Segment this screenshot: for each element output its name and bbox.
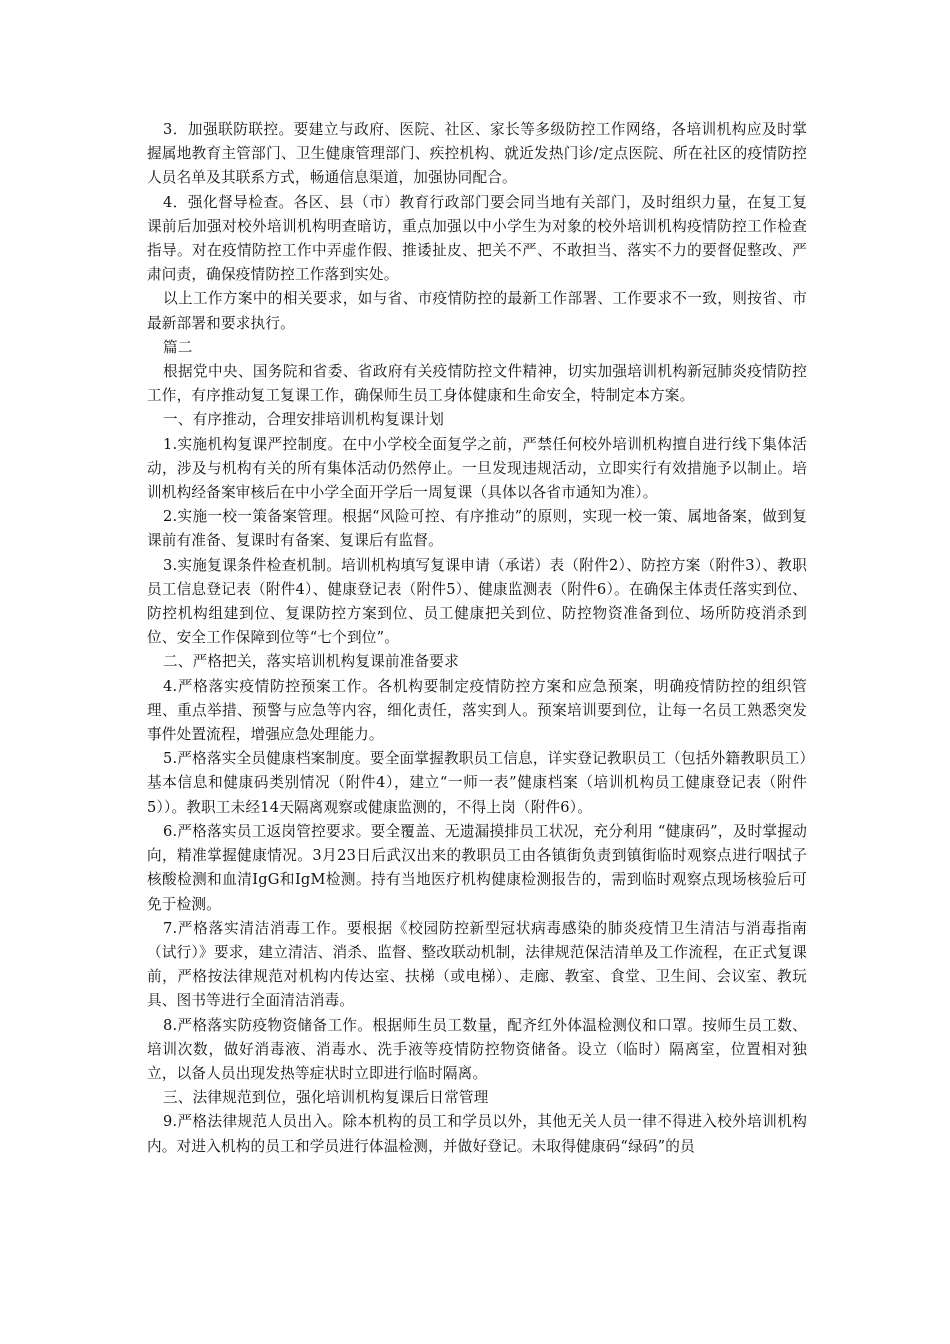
paragraph-item-5: 5.严格落实全员健康档案制度。要全面掌握教职员工信息，详实登记教职员工（包括外籍教职员工）基本信息和健康码类别情况（附件4），建立“一师一表”健康档案（培训机构员工健康登记表（附件5））。教职工未经14天隔离观察或健康监测的，不得上岗（附件6）。: [147, 750, 807, 816]
paragraph-item-2: 2.实施一校一策备案管理。根据“风险可控、有序推动”的原则，实现一校一策、属地备案，做到复课前有准备、复课时有备案、复课后有监督。: [147, 508, 807, 550]
paragraph-item-3: 3.实施复课条件检查机制。培训机构填写复课申请（承诺）表（附件2）、防控方案（附件3）、教职员工信息登记表（附件4）、健康登记表（附件5）、健康监测表（附件6）。在确保主体责任落实到位、防控机构组建到位、复课防控方案到位、员工健康把关到位、防控物资准备到位、场所防疫消杀到位、安全工作保障到位等“七个到位”。: [147, 556, 807, 647]
heading-section-3: 三、法律规范到位，强化培训机构复课后日常管理: [163, 1089, 489, 1107]
paragraph-item-6: 6.严格落实员工返岗管控要求。要全覆盖、无遗漏摸排员工状况，充分利用 “健康码”，及时掌握动向，精准掌握健康情况。3月23日后武汉出来的教职员工由各镇街负责到镇街临时观察点进行咽拭子核酸检测和血清IgG和IgM检测。持有当地医疗机构健康检测报告的，需到临时观察点现场核验后可免于检测。: [147, 822, 807, 913]
paragraph-intro: 根据党中央、国务院和省委、省政府有关疫情防控文件精神，切实加强培训机构新冠肺炎疫情防控工作，有序推动复工复课工作，确保师生员工身体健康和生命安全，特制定本方案。: [147, 363, 807, 405]
heading-section-1: 一、有序推动，合理安排培训机构复课计划: [163, 411, 445, 429]
document-body: [147, 118, 807, 1159]
section-title-pian-er: 篇二: [163, 338, 193, 356]
paragraph-note: 以上工作方案中的相关要求，如与省、市疫情防控的最新工作部署、工作要求不一致，则按省、市最新部署和要求执行。: [147, 290, 807, 332]
paragraph-item-7: 7.严格落实清洁消毒工作。要根据《校园防控新型冠状病毒感染的肺炎疫情卫生清洁与消毒指南（试行）》要求，建立清洁、消杀、监督、整改联动机制，法律规范保洁清单及工作流程，在正式复课前，严格按法律规范对机构内传达室、扶梯（或电梯）、走廊、教室、食堂、卫生间、会议室、教玩具、图书等进行全面清洁消毒。: [147, 919, 807, 1010]
paragraph-item-4: 4.严格落实疫情防控预案工作。各机构要制定疫情防控方案和应急预案，明确疫情防控的组织管理、重点举措、预警与应急等内容，细化责任，落实到人。预案培训要到位，让每一名员工熟悉突发事件处置流程，增强应急处理能力。: [147, 677, 807, 744]
paragraph-dudao: 4．强化督导检查。各区、县（市）教育行政部门要会同当地有关部门，及时组织力量，在复工复课前后加强对校外培训机构明查暗访，重点加强以中小学生为对象的校外培训机构疫情防控工作检查指导。对在疫情防控工作中弄虚作假、推诿扯皮、把关不严、不敢担当、落实不力的要督促整改、严肃问责，确保疫情防控工作落到实处。: [147, 193, 807, 284]
paragraph-item-8: 8.严格落实防疫物资储备工作。根据师生员工数量，配齐红外体温检测仪和口罩。按师生员工数、培训次数，做好消毒液、消毒水、洗手液等疫情防控物资储备。设立（临时）隔离室，位置相对独立，以备人员出现发热等症状时立即进行临时隔离。: [147, 1016, 807, 1082]
paragraph-liankong: 3．加强联防联控。要建立与政府、医院、社区、家长等多级防控工作网络，各培训机构应及时掌握属地教育主管部门、卫生健康管理部门、疾控机构、就近发热门诊/定点医院、所在社区的疫情防控人员名单及其联系方式，畅通信息渠道，加强协同配合。: [147, 121, 807, 187]
heading-section-2: 二、严格把关，落实培训机构复课前准备要求: [163, 653, 459, 671]
paragraph-item-9: 9.严格法律规范人员出入。除本机构的员工和学员以外，其他无关人员一律不得进入校外培训机构内。对进入机构的员工和学员进行体温检测，并做好登记。未取得健康码“绿码”的员: [147, 1113, 807, 1155]
paragraph-item-1: 1.实施机构复课严控制度。在中小学校全面复学之前，严禁任何校外培训机构擅自进行线下集体活动，涉及与机构有关的所有集体活动仍然停止。一旦发现违规活动，立即实行有效措施予以制止。培训机构经备案审核后在中小学全面开学后一周复课（具体以各省市通知为准）。: [147, 435, 807, 502]
